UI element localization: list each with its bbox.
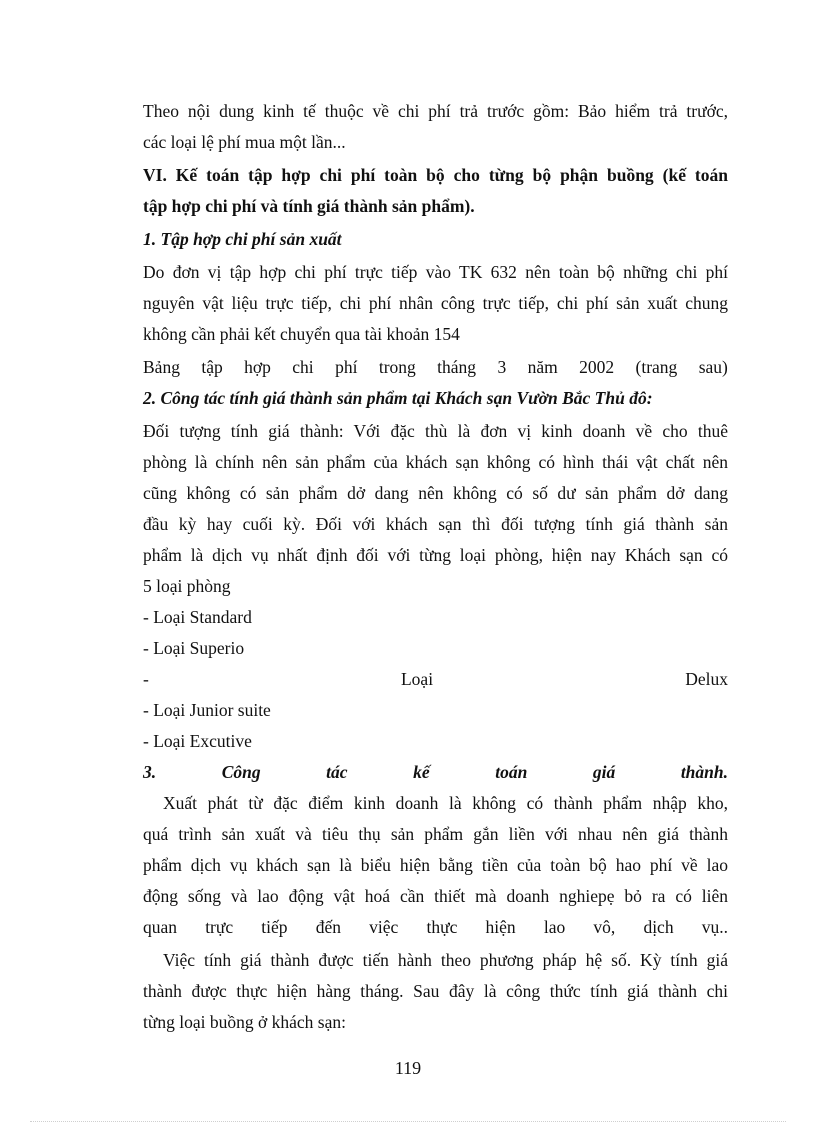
word: toán bbox=[495, 762, 528, 782]
text-line: Do đơn vị tập hợp chi phí trực tiếp vào TK 632 nên toàn bộ những chi phí bbox=[143, 262, 728, 282]
text-line: Đối tượng tính giá thành: Với đặc thù là đơn vị kinh doanh về cho thuê bbox=[143, 421, 728, 441]
word: tháng bbox=[437, 357, 477, 377]
list-item: - Loại Junior suite bbox=[143, 700, 271, 720]
list-dash: - bbox=[143, 669, 149, 689]
footer-divider bbox=[30, 1121, 786, 1122]
text-line: 5 loại phòng bbox=[143, 576, 231, 596]
word: 3 bbox=[497, 357, 507, 377]
word: kế bbox=[413, 762, 430, 782]
word: Bảng bbox=[143, 357, 180, 377]
heading-line: VI. Kế toán tập hợp chi phí toàn bộ cho từng bộ phận buồng (kế toán bbox=[143, 165, 728, 185]
subsection-3-heading bbox=[143, 757, 728, 788]
word: Loại bbox=[400, 669, 434, 689]
text-line: Việc tính giá thành được tiến hành theo phương pháp hệ số. Kỳ tính giá bbox=[163, 950, 728, 970]
text-line: không cần phải kết chuyển qua tài khoản 154 bbox=[143, 324, 460, 344]
page-number: 119 bbox=[394, 1058, 422, 1078]
text-line: phòng là chính nên sản phẩm của khách sạn không có hình thái vật chất nên bbox=[143, 452, 728, 472]
text-line: đầu kỳ hay cuối kỳ. Đối với khách sạn thì đối tượng tính giá thành sản bbox=[143, 514, 728, 534]
subsection-1-body bbox=[143, 257, 728, 350]
word: thành. bbox=[680, 762, 728, 782]
word: hợp bbox=[244, 357, 271, 377]
text-line: các loại lệ phí mua một lần... bbox=[143, 132, 346, 152]
text-line: động sống và lao động vật hoá cần thiết mà doanh nghiepẹ bỏ ra có liên bbox=[143, 886, 728, 906]
list-item bbox=[143, 664, 728, 695]
word: phí bbox=[335, 357, 358, 377]
intro-paragraph bbox=[143, 96, 728, 158]
heading-line: tập hợp chi phí và tính giá thành sản phẩm). bbox=[143, 196, 475, 216]
text-line: cũng không có sản phẩm dở dang nên không có số dư sản phẩm dở dang bbox=[143, 483, 728, 503]
word: 2002 bbox=[579, 357, 615, 377]
subsection-1-heading: 1. Tập hợp chi phí sản xuất bbox=[143, 229, 342, 249]
text-line: Theo nội dung kinh tế thuộc về chi phí trả trước gồm: Bảo hiểm trả trước, bbox=[143, 101, 728, 121]
word: Công bbox=[221, 762, 261, 782]
word: sau) bbox=[698, 357, 728, 377]
list-item: - Loại Excutive bbox=[143, 731, 252, 751]
word: Delux bbox=[685, 669, 728, 689]
closing-paragraph bbox=[143, 945, 728, 1038]
table-reference-line bbox=[143, 352, 728, 383]
word: trong bbox=[378, 357, 416, 377]
subsection-2-body bbox=[143, 416, 728, 602]
word: tác bbox=[326, 762, 348, 782]
text-line: phẩm dịch vụ khách sạn là biểu hiện bằng tiền của toàn bộ hao phí về lao bbox=[143, 855, 728, 875]
word: tập bbox=[201, 357, 223, 377]
word: giá bbox=[592, 762, 616, 782]
word: chi bbox=[292, 357, 314, 377]
subsection-2-heading: 2. Công tác tính giá thành sản phẩm tại Khách sạn Vườn Bắc Thủ đô: bbox=[143, 388, 653, 408]
word: năm bbox=[527, 357, 558, 377]
word: (trang bbox=[635, 357, 678, 377]
text-line: thành được thực hiện hàng tháng. Sau đây là công thức tính giá thành chi bbox=[143, 981, 728, 1001]
page-content bbox=[143, 96, 728, 1038]
section-vi-heading bbox=[143, 160, 728, 222]
text-line: phẩm là dịch vụ nhất định đối với từng loại phòng, hiện nay Khách sạn có bbox=[143, 545, 728, 565]
text-line: nguyên vật liệu trực tiếp, chi phí nhân công trực tiếp, chi phí sản xuất chung bbox=[143, 293, 728, 313]
word: 3. bbox=[143, 762, 157, 782]
text-line: quá trình sản xuất và tiêu thụ sản phẩm gắn liền với nhau nên giá thành bbox=[143, 824, 728, 844]
text-line: Xuất phát từ đặc điểm kinh doanh là không có thành phẩm nhập kho, bbox=[163, 793, 728, 813]
subsection-3-body bbox=[143, 788, 728, 943]
room-type-list bbox=[143, 602, 728, 757]
list-item: - Loại Standard bbox=[143, 607, 252, 627]
text-line: từng loại buồng ở khách sạn: bbox=[143, 1012, 346, 1032]
text-line: quan trực tiếp đến việc thực hiện lao vô, dịch vụ.. bbox=[143, 917, 728, 937]
list-item: - Loại Superio bbox=[143, 638, 245, 658]
